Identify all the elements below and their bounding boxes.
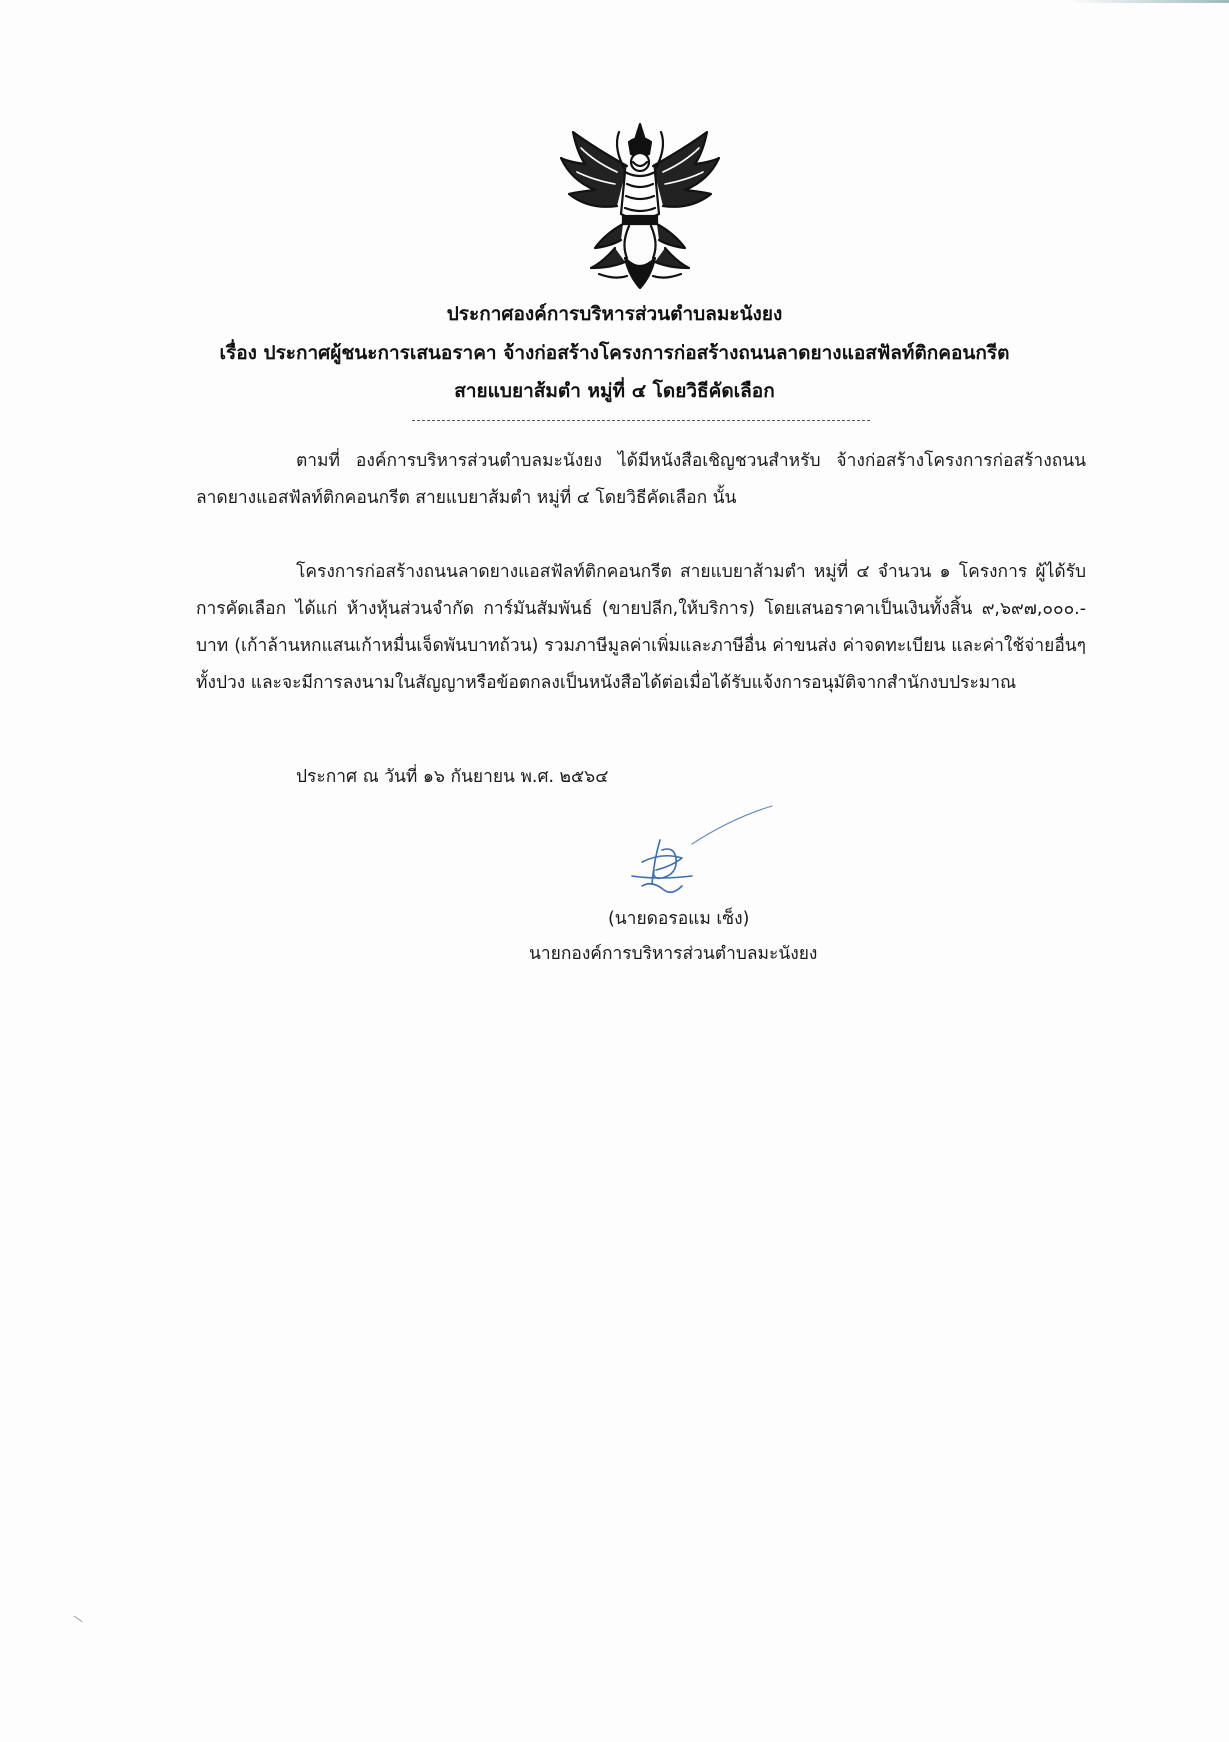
paragraph-award-text: โครงการก่อสร้างถนนลาดยางแอสฟัลท์ติกคอนกรีต สายแบยาส้ามตำ หมู่ที่ ๔ จำนวน ๑ โครงการ ผู้ได้รับการคัดเลือก ได้แก่ ห้างหุ้นส่วนจำกัด การ์มันสัมพันธ์ (ขายปลีก,ให้บริการ) โดยเสนอราคาเป็นเงินทั้งสิ้น ๙,๖๙๗,๐๐๐.-บาท (เก้าล้านหกแสนเก้าหมื่นเจ็ดพันบาทถ้วน) รวมภาษีมูลค่าเพิ่มและภาษีอื่น ค่าขนส่ง ค่าจดทะเบียน และค่าใช้จ่ายอื่นๆ ทั้งปวง และจะมีการลงนามในสัญญาหรือข้อตกลงเป็นหนังสือได้ต่อเมื่อได้รับแจ้งการอนุมัติจากสำนักงบประมาณ	[196, 562, 1086, 693]
garuda-emblem-icon	[555, 118, 725, 294]
announcement-subject-cont: สายแบยาส้มตำ หมู่ที่ ๔ โดยวิธีคัดเลือก	[454, 380, 775, 402]
signer-title: นายกองค์การบริหารส่วนตำบลมะนังยง	[529, 944, 818, 964]
paragraph-award	[196, 554, 1086, 702]
handwritten-signature	[612, 800, 782, 905]
paragraph-intro-text: ตามที่ องค์การบริหารส่วนตำบลมะนังยง ได้มีหนังสือเชิญชวนสำหรับ จ้างก่อสร้างโครงการก่อสร้างถนนลาดยางแอสฟัลท์ติกคอนกรีต สายแบยาส้มตำ หมู่ที่ ๔ โดยวิธีคัดเลือก นั้น	[196, 451, 1086, 508]
announcement-title: ประกาศองค์การบริหารส่วนตำบลมะนังยง	[446, 303, 783, 325]
header-divider	[412, 420, 870, 421]
scan-edge-mark	[1069, 0, 1229, 3]
announcement-date: ประกาศ ณ วันที่ ๑๖ กันยายน พ.ศ. ๒๕๖๔	[296, 767, 609, 787]
signer-name: (นายดอรอแม เซ็ง)	[608, 909, 750, 929]
scan-margin-mark	[71, 1616, 82, 1626]
announcement-subject: เรื่อง ประกาศผู้ชนะการเสนอราคา จ้างก่อสร้างโครงการก่อสร้างถนนลาดยางแอสฟัลท์ติกคอนกรีต	[219, 342, 1010, 364]
paragraph-intro	[196, 443, 1086, 517]
